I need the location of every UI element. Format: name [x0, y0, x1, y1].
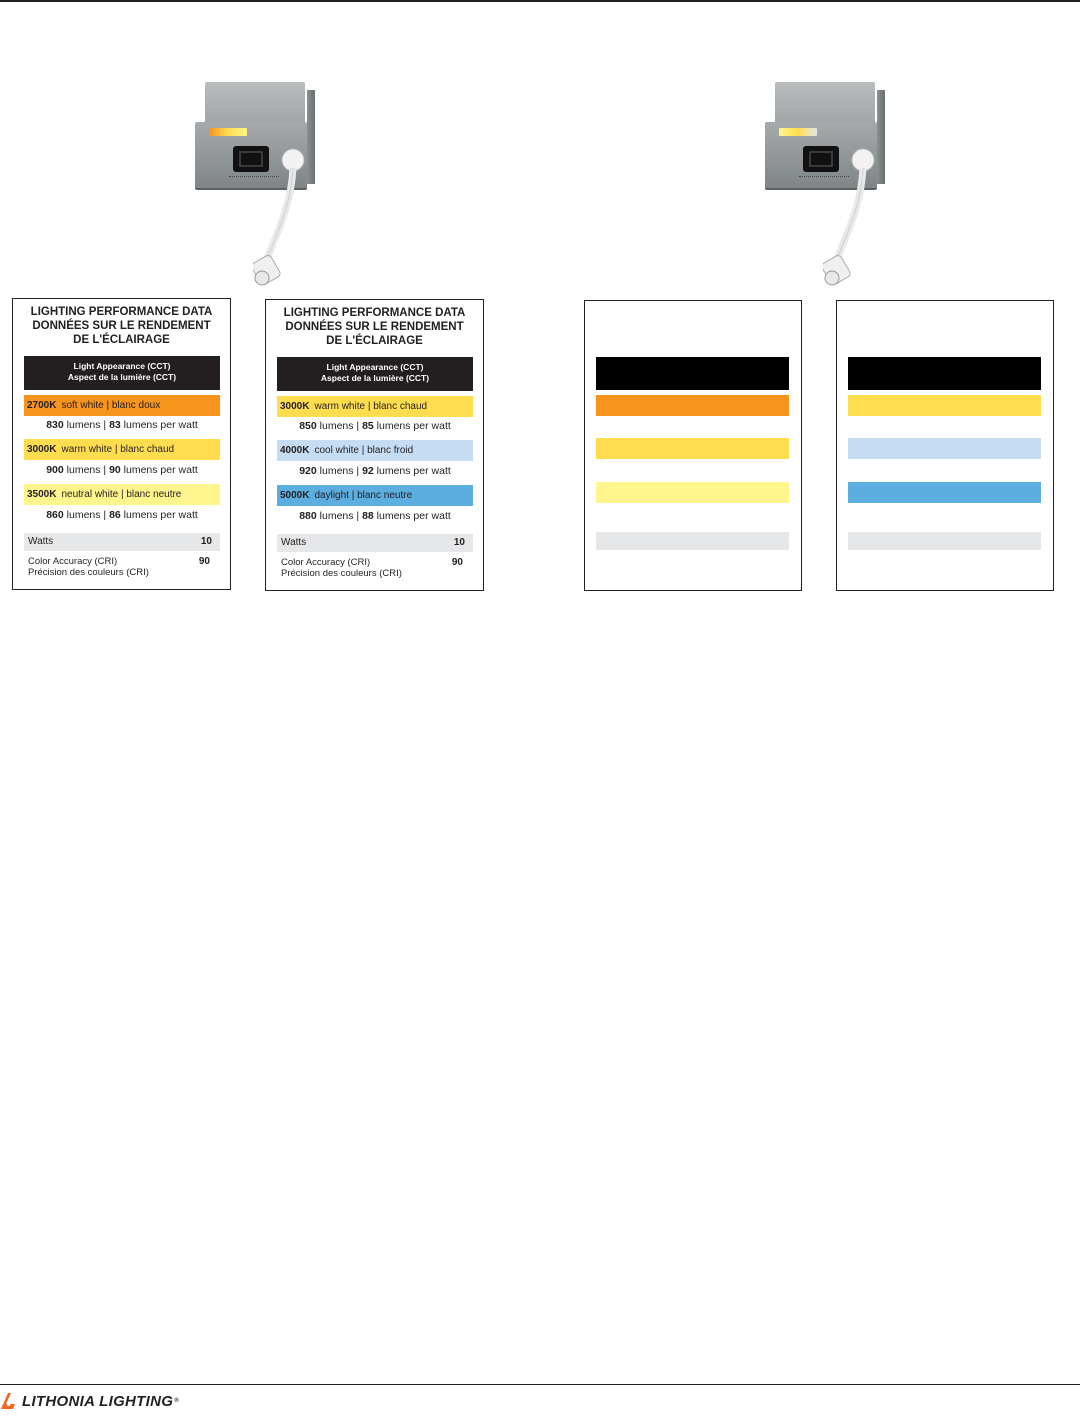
performance-label-right: [265, 299, 484, 591]
label-title-fr-line2: DE L'ÉCLAIRAGE: [326, 335, 423, 347]
lumens-value: 900: [46, 464, 64, 476]
efficacy-value: 86: [109, 509, 121, 521]
lumens-unit: lumens |: [63, 419, 110, 431]
lumens-unit: lumens |: [63, 509, 110, 521]
template-band-3500k: [596, 482, 789, 503]
efficacy-value: 85: [362, 420, 374, 432]
template-watts-bar: [596, 532, 789, 550]
cct-band: [24, 484, 220, 505]
cri-label: [28, 556, 149, 578]
template-band-5000k: [848, 482, 1041, 503]
cct-header: [24, 356, 220, 390]
cri-label-fr: Précision des couleurs (CRI): [281, 568, 402, 579]
cct-indicator: [209, 128, 247, 136]
driver-box-left-image: [195, 82, 335, 287]
footer-rule: [0, 1384, 1080, 1385]
cct-description: warm white | blanc chaud: [61, 444, 175, 455]
watts-label: Watts: [28, 536, 54, 547]
efficacy-unit: lumens per watt: [373, 465, 451, 477]
watts-row: [24, 533, 220, 551]
efficacy-unit: lumens per watt: [120, 419, 198, 431]
cct-header-en: Light Appearance (CCT): [73, 361, 171, 371]
lumens-line: [277, 464, 473, 478]
cct-description: daylight | blanc neutre: [314, 490, 413, 501]
label-title-en: LIGHTING PERFORMANCE DATA: [283, 307, 466, 319]
watts-row: [277, 534, 473, 552]
label-title-fr-line1: DONNÉES SUR LE RENDEMENT: [32, 320, 211, 332]
cct-value: 3000K: [280, 401, 310, 412]
logo-registered-mark: ®: [174, 1398, 179, 1404]
cct-band: [24, 439, 220, 460]
lumens-value: 850: [299, 420, 317, 432]
cri-label-fr: Précision des couleurs (CRI): [28, 567, 149, 578]
lumens-unit: lumens |: [63, 464, 110, 476]
cct-description: cool white | blanc froid: [314, 445, 414, 456]
cct-description: soft white | blanc doux: [61, 400, 161, 411]
watts-value: 10: [200, 536, 212, 547]
cct-value: 3000K: [27, 444, 57, 455]
cable-connector: [823, 140, 913, 290]
label-title-en: LIGHTING PERFORMANCE DATA: [30, 306, 213, 318]
cri-label: [281, 557, 402, 579]
efficacy-value: 92: [362, 465, 374, 477]
cct-indicator: [779, 128, 817, 136]
lithonia-logo: [0, 1390, 179, 1412]
efficacy-unit: lumens per watt: [373, 420, 451, 432]
cct-value: 4000K: [280, 445, 310, 456]
cri-value: 90: [198, 556, 210, 567]
lumens-unit: lumens |: [316, 465, 363, 477]
watts-value: 10: [453, 537, 465, 548]
lumens-value: 920: [299, 465, 317, 477]
cct-description: neutral white | blanc neutre: [61, 489, 182, 500]
cct-band: [277, 440, 473, 461]
lumens-value: 880: [299, 510, 317, 522]
logo-text: LITHONIA LIGHTING: [22, 1392, 174, 1410]
cri-label-en: Color Accuracy (CRI): [281, 557, 371, 568]
template-watts-bar: [848, 532, 1041, 550]
cct-value: 2700K: [27, 400, 57, 411]
lumens-line: [277, 419, 473, 433]
driver-box-right-image: [765, 82, 905, 287]
lumens-line: [24, 463, 220, 477]
template-header-bar: [848, 357, 1041, 390]
lumens-value: 830: [46, 419, 64, 431]
efficacy-unit: lumens per watt: [120, 464, 198, 476]
efficacy-value: 88: [362, 510, 374, 522]
top-rule: [0, 0, 1080, 2]
cri-value: 90: [451, 557, 463, 568]
lumens-unit: lumens |: [316, 510, 363, 522]
cct-header-fr: Aspect de la lumière (CCT): [67, 372, 177, 382]
cct-header-en: Light Appearance (CCT): [326, 362, 424, 372]
label-title-fr-line2: DE L'ÉCLAIRAGE: [73, 334, 170, 346]
lumens-line: [277, 509, 473, 523]
lithonia-logo-icon: [0, 1392, 16, 1410]
template-band-2700k: [596, 395, 789, 416]
lumens-line: [24, 508, 220, 522]
cable-connector: [253, 140, 343, 290]
cct-value: 5000K: [280, 490, 310, 501]
template-band-3000k: [596, 438, 789, 459]
efficacy-value: 90: [109, 464, 121, 476]
label-title-fr-line1: DONNÉES SUR LE RENDEMENT: [285, 321, 464, 333]
template-band-3000k: [848, 395, 1041, 416]
lumens-line: [24, 418, 220, 432]
cct-band: [277, 485, 473, 506]
cct-band: [24, 395, 220, 416]
cct-header: [277, 357, 473, 391]
cct-header-fr: Aspect de la lumière (CCT): [320, 373, 430, 383]
template-band-4000k: [848, 438, 1041, 459]
cri-label-en: Color Accuracy (CRI): [28, 556, 118, 567]
blank-label-template-right: [836, 300, 1054, 591]
lumens-value: 860: [46, 509, 64, 521]
watts-label: Watts: [281, 537, 307, 548]
blank-label-template-left: [584, 300, 802, 591]
efficacy-unit: lumens per watt: [120, 509, 198, 521]
cct-band: [277, 396, 473, 417]
cct-description: warm white | blanc chaud: [314, 401, 428, 412]
lumens-unit: lumens |: [316, 420, 363, 432]
performance-label-left: [12, 298, 231, 590]
efficacy-unit: lumens per watt: [373, 510, 451, 522]
efficacy-value: 83: [109, 419, 121, 431]
template-header-bar: [596, 357, 789, 390]
cct-value: 3500K: [27, 489, 57, 500]
